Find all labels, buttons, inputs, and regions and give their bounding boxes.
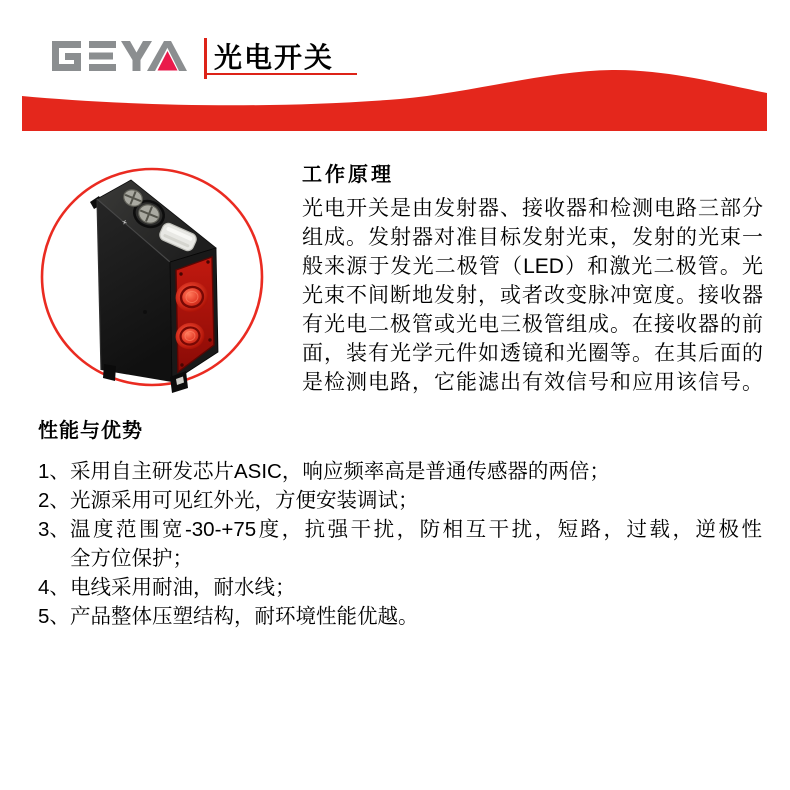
principle-line: 是检测电路，它能滤出有效信号和应用该信号。 — [302, 371, 763, 394]
plus-marking: + — [120, 216, 129, 228]
principle-line: 面，装有光学元件如透镜和光圈等。在其后面的 — [302, 342, 763, 365]
product-photo — [20, 150, 270, 400]
feature-text: 光源采用可见红外光，方便安装调试； — [70, 489, 419, 512]
feature-number: 4、 — [38, 576, 70, 599]
feature-text: 产品整体压塑结构，耐环境性能优越。 — [70, 605, 419, 628]
features-section — [38, 414, 762, 631]
principle-line: 组成。发射器对准目标发射光束，发射的光束一 — [302, 226, 763, 249]
feature-number: 1、 — [38, 460, 70, 483]
working-principle-section — [302, 158, 763, 397]
feature-item — [38, 457, 762, 486]
feature-text: 采用自主研发芯片ASIC，响应频率高是普通传感器的两倍； — [70, 460, 610, 483]
feature-text: 温度范围宽-30-+75度，抗强干扰，防相互干扰，短路，过载，逆极性 — [70, 518, 762, 541]
working-principle-heading: 工作原理 — [302, 164, 394, 186]
feature-text-continued: 全方位保护； — [70, 547, 193, 570]
principle-line: 有光电二极管或光电三极管组成。在接收器的前 — [302, 313, 763, 336]
feature-number: 5、 — [38, 605, 70, 628]
feature-number: 2、 — [38, 489, 70, 512]
feature-item — [38, 573, 762, 602]
principle-line: 光束不间断地发射，或者改变脉冲宽度。接收器 — [302, 284, 763, 307]
principle-line: 般来源于发光二极管（LED）和激光二极管。光 — [302, 255, 763, 278]
feature-item — [38, 515, 762, 544]
feature-item — [38, 486, 762, 515]
features-heading: 性能与优势 — [38, 420, 143, 442]
feature-item — [38, 602, 762, 631]
page-title: 光电开关 — [214, 42, 335, 73]
feature-number: 3、 — [38, 518, 70, 541]
principle-line: 光电开关是由发射器、接收器和检测电路三部分 — [302, 197, 763, 220]
red-wave-banner — [0, 0, 790, 145]
feature-text: 电线采用耐油，耐水线； — [70, 576, 296, 599]
